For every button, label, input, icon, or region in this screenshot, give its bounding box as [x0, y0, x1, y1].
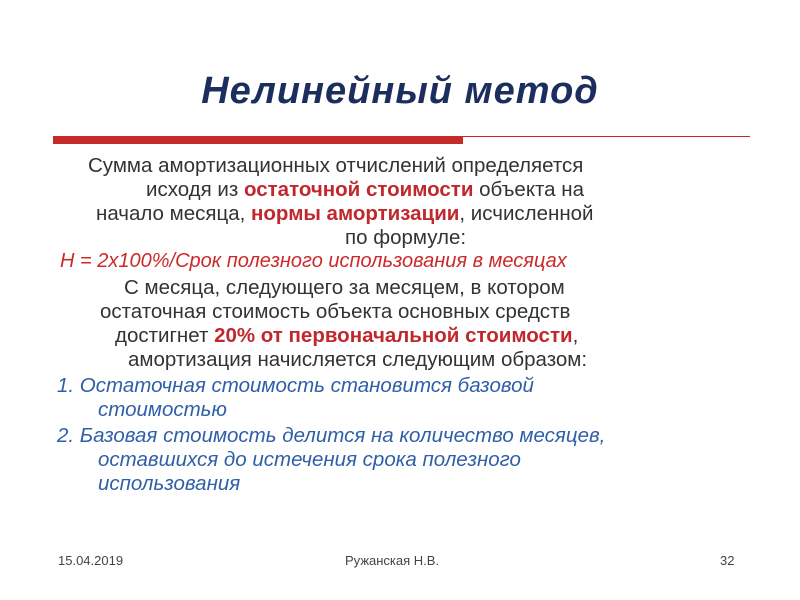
- p1-line4: по формуле:: [345, 226, 467, 249]
- p2-line4: амортизация начисляется следующим образом:: [128, 348, 588, 371]
- formula: Н = 2х100%/Срок полезного использования в месяцах: [60, 250, 567, 272]
- p1-line2-pre: исходя из: [146, 178, 244, 201]
- list-item-1-line2: стоимостью: [98, 398, 227, 421]
- list-item-2-line3: использования: [98, 472, 241, 495]
- p2-line3-post: ,: [572, 324, 579, 347]
- p2-line2: остаточная стоимость объекта основных средств: [100, 300, 571, 323]
- title-rule-thick: [53, 136, 463, 144]
- slide-title: Нелинейный метод: [201, 70, 599, 112]
- p1-line3: [96, 202, 594, 226]
- depreciation-rate-emphasis: нормы амортизации: [251, 202, 460, 225]
- footer-author: Ружанская Н.В.: [345, 553, 440, 568]
- p2-line1: С месяца, следующего за месяцем, в котором: [124, 276, 565, 299]
- list-item-1-line1: 1. Остаточная стоимость становится базовой: [57, 374, 534, 397]
- p2-line3: [115, 324, 578, 348]
- p1-line2: [146, 178, 584, 202]
- residual-value-emphasis: остаточной стоимости: [243, 178, 474, 201]
- threshold-emphasis: 20% от первоначальной стоимости: [214, 324, 573, 347]
- list-item-2-line1: 2. Базовая стоимость делится на количество месяцев,: [57, 424, 606, 447]
- p1-line3-pre: начало месяца,: [96, 202, 252, 225]
- p1-line3-post: , исчисленной: [459, 202, 594, 225]
- footer-page-number: 32: [720, 553, 735, 568]
- list-item-2-line2: оставшихся до истечения срока полезного: [98, 448, 521, 471]
- p2-line3-pre: достигнет: [115, 324, 215, 347]
- footer-date: 15.04.2019: [58, 553, 124, 568]
- p1-line1: Сумма амортизационных отчислений определяется: [88, 154, 584, 177]
- p1-line2-post: объекта на: [473, 178, 585, 201]
